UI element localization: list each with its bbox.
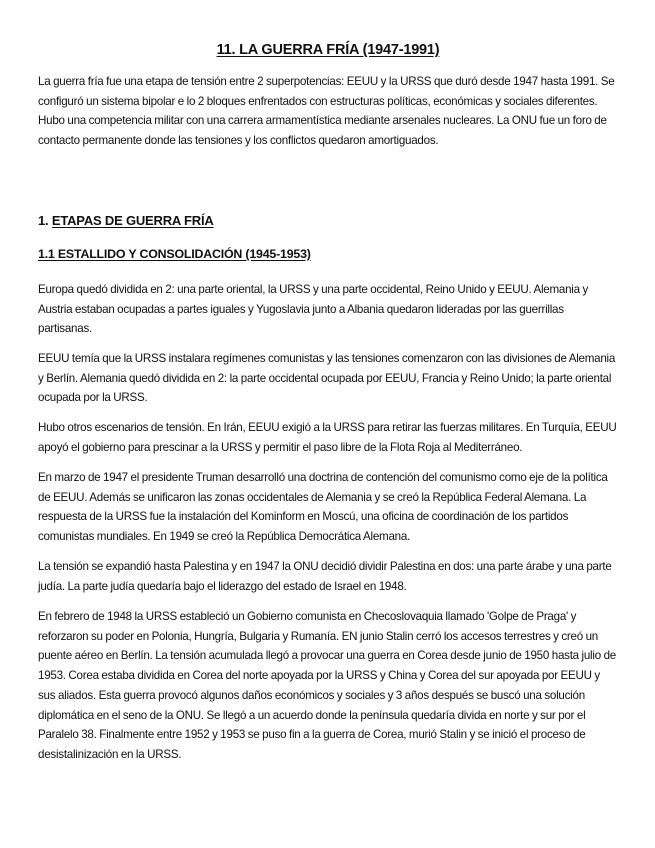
paragraph-europe-division: Europa quedó dividida en 2: una parte oriental, la URSS y una parte occidental, Reino Unido y EEUU. Alemania y Austria estaban ocupadas a partes iguales y Yugoslavia junto a Albania quedaron lideradas por las guerrillas partisanas. — [38, 283, 589, 336]
section-title: ETAPAS DE GUERRA FRÍA — [51, 213, 214, 228]
subsection-heading: 1.1 ESTALLIDO Y CONSOLIDACIÓN (1945-1953) — [38, 247, 311, 261]
intro-paragraph: La guerra fría fue una etapa de tensión entre 2 superpotencias: EEUU y la URSS que duró desde 1947 hasta 1991. Se configuró un sistema bipolar e lo 2 bloques enfrentados con estructuras políticas, económicas y sociales diferentes. Hubo una competencia militar con una carrera armamentística mediante arsenales nucleares. La ONU fue un foro de contacto permanente donde las tensiones y los conflictos quedaron amortiguados. — [38, 75, 615, 148]
paragraph-tension-scenarios: Hubo otros escenarios de tensión. En Irán, EEUU exigió a la URSS para retirar las fuerzas militares. En Turquía, EEUU apoyó el gobierno para prescinar a la URSS y permitir el paso libre de la Flota Roja al Mediterráneo. — [38, 421, 617, 454]
section-number: 1. — [38, 213, 49, 228]
paragraph-palestine: La tensión se expandió hasta Palestina y en 1947 la ONU decidió dividir Palestina en dos: una parte árabe y una parte judía. La parte judía quedaría bajo el liderazgo del estado de Israel en 1948. — [38, 560, 612, 593]
paragraph-germany-berlin: EEUU temía que la URSS instalara regímenes comunistas y las tensiones comenzaron con las divisiones de Alemania y Berlín. Alemania quedó dividida en 2: la parte occidental ocupada por EEUU, Francia y Reino Unido; la parte oriental ocupada por la URSS. — [38, 352, 616, 405]
page-title: 11. LA GUERRA FRÍA (1947-1991) — [216, 42, 440, 58]
section-heading — [38, 213, 214, 228]
paragraph-korea-war: En febrero de 1948 la URSS estableció un Gobierno comunista en Checoslovaquia llamado 'Golpe de Praga' y reforzaron su poder en Polonia, Hungría, Bulgaria y Rumanía. EN junio Stalin cerró los accesos terrestres y creó un puente aéreo en Berlín. La tensión acumulada llegó a provocar una guerra en Corea desde junio de 1950 hasta julio de 1953. Corea estaba dividida en Corea del norte apoyada por la URSS y China y Corea del sur apoyada por EEUU y sus aliados. Esta guerra provocó algunos daños económicos y sociales y 3 años después se buscó una solución diplomática en el seno de la ONU. Se llegó a un acuerdo donde la península quedaría divida en norte y sur por el Paralelo 38. Finalmente entre 1952 y 1953 se puso fin a la guerra de Corea, murió Stalin y se inició el proceso de desistalinización en la URSS. — [38, 610, 616, 761]
paragraph-truman-doctrine: En marzo de 1947 el presidente Truman desarrolló una doctrina de contención del comunismo como eje de la política de EEUU. Además se unificaron las zonas occidentales de Alemania y se creó la República Federal Alemana. La respuesta de la URSS fue la instalación del Kominform en Moscú, una oficina de coordinación de los partidos comunistas mundiales. En 1949 se creó la República Democrática Alemana. — [38, 471, 608, 544]
